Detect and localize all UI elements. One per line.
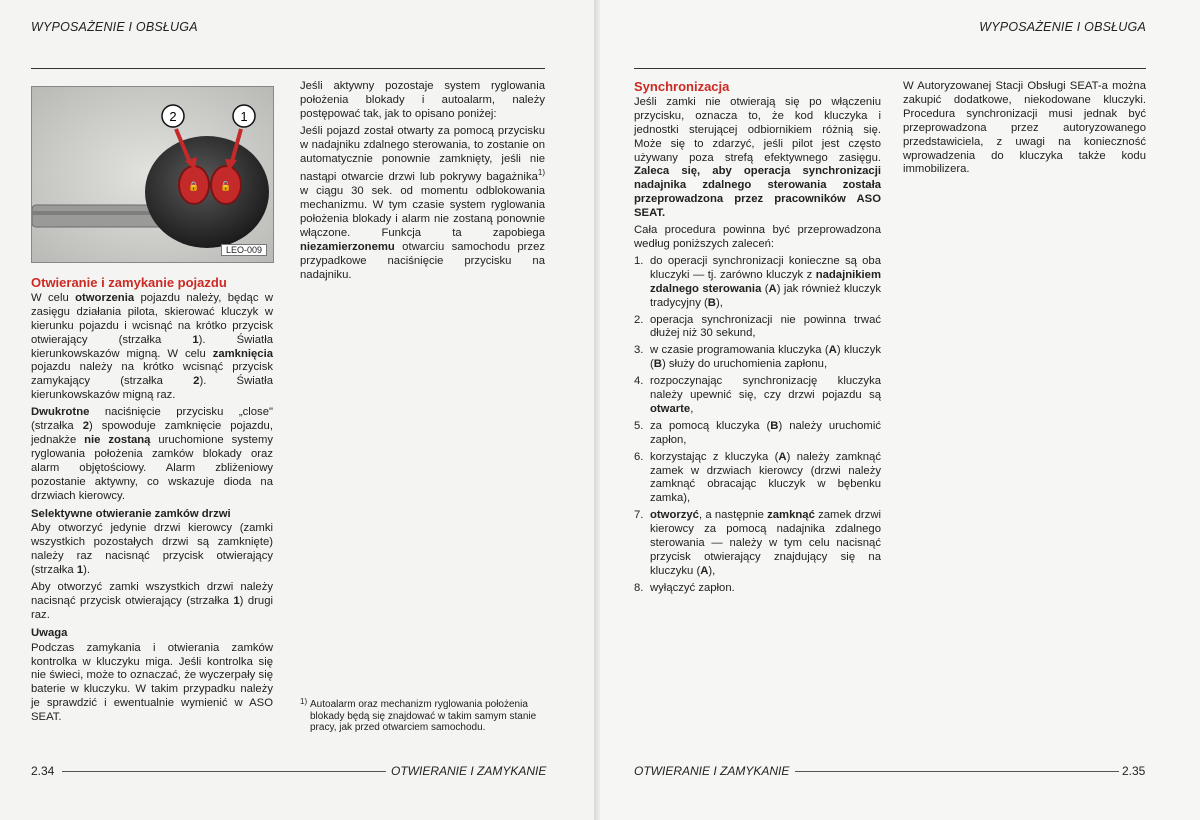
subtitle-selective-opening: Selektywne otwieranie zamków drzwi <box>31 507 231 520</box>
right-column-2 <box>903 80 1146 180</box>
section-title-synchronization: Synchronizacja <box>634 79 730 94</box>
footnote-mark: 1) <box>300 697 308 706</box>
right-page <box>600 0 1200 820</box>
paragraph-double-press: Dwukrotne naciśnięcie przycisku „close" (strzałka 2) spowoduje zamknięcie pojazdu, jednakże nie zostaną uruchomione systemy ryglowania położenia zamków blokady oraz alarm objętościowy. Alarm zbliżeniowy pozostanie aktywny, co wskazuje dioda na drzwiach kierowcy. <box>31 406 273 502</box>
paragraph-procedure: Cała procedura powinna być przeprowadzona według poniższych zaleceń: <box>634 224 881 250</box>
paragraph-all-doors: Aby otworzyć zamki wszystkich drzwi należy nacisnąć przycisk otwierający (strzałka 1) drugi raz. <box>31 581 273 621</box>
footer-rule-right <box>795 771 1119 772</box>
paragraph-driver-door: Aby otworzyć jedynie drzwi kierowcy (zamki wszystkich pozostałych drzwi są zamknięte) należy raz nacisnąć przycisk otwierający (strzałka 1). <box>31 522 273 577</box>
list-item: 4. rozpoczynając synchronizację kluczyka należy upewnić się, czy drzwi pojazdu są otwarte, <box>634 375 881 415</box>
paragraph-sync-intro: Jeśli zamki nie otwierają się po włączeniu przycisku, oznacza to, że kod kluczyka i jednostki sterującej odbiornikiem różnią się. Może się to zdarzyć, jeśli pilot jest często używany poza strefą efektywnego zasięgu. Zaleca się, aby operacja synchronizacji nadajnika zdalnego sterowania została przeprowadzona przez pracowników ASO SEAT. <box>634 95 881 220</box>
footer-rule-left <box>62 771 386 772</box>
list-item: 8. wyłączyć zapłon. <box>634 581 735 594</box>
left-column-2 <box>300 80 545 285</box>
section-title-opening: Otwieranie i zamykanie pojazdu <box>31 275 227 290</box>
paragraph-lock-system: Jeśli aktywny pozostaje system ryglowania położenia blokady i autoalarm, należy postępować tak, jak to opisano poniżej: <box>300 80 545 120</box>
paragraph-opening: W celu otworzenia pojazdu należy, będąc w zasięgu działania pilota, skierować kluczyk w kierunku pojazdu i wcisnąć na krótko przycisk otwierający (strzałka 1). Światła kierunkowskazów migną. W celu zamknięcia pojazdu należy na krótko wcisnąć przycisk zamykający (strzałka 2). Światła kierunkowskazów migną raz. <box>31 291 273 402</box>
running-header-left: WYPOSAŻENIE I OBSŁUGA <box>31 20 198 34</box>
header-rule-right <box>634 68 1146 69</box>
right-column-1 <box>634 80 881 599</box>
page-number-left: 2.34 <box>31 764 55 778</box>
list-item: 6. korzystając z kluczyka (A) należy zamknąć zamek w drzwiach kierowcy (drzwi należy zamknąć obracając kluczyk w bębenku zamka), <box>634 450 881 505</box>
paragraph-extra-keys: W Autoryzowanej Stacji Obsługi SEAT-a można zakupić dodatkowe, niekodowane kluczyki. Procedura synchronizacji musi jednak być przeprowadzona przez autoryzowanego przedstawiciela, z uwagi na konieczność wprowadzenia do kluczyka także kodu immobilizera. <box>903 80 1146 176</box>
callout-2: 2 <box>169 109 177 124</box>
footnote-text: Autoalarm oraz mechanizm ryglowania położenia blokady będą się znajdować w takim samym stanie pracy, jak przed otwarciem samochodu. <box>310 699 537 733</box>
running-header-right: WYPOSAŻENIE I OBSŁUGA <box>979 20 1146 34</box>
list-item: 2. operacja synchronizacji nie powinna trwać dłużej niż 30 sekund, <box>634 313 881 340</box>
paragraph-auto-relock: Jeśli pojazd został otwarty za pomocą przycisku w nadajniku zdalnego sterowania, to zostanie on automatycznie ponownie zamknięty, jeśli nie nastąpi otwarcie drzwi lub pokrywy bagażnika$^{1)}$ w ciągu 30 sek. od momentu odblokowania mechanizmu. W tym czasie system ryglowania położenia blokady i alarm nie zostaną ponownie włączone. Funkcja ta zapobiega niezamierzonemu otwarciu samochodu przez przypadkowe naciśnięcie przycisku na nadajniku. <box>300 124 545 281</box>
svg-text:🔒: 🔒 <box>188 182 200 192</box>
footer-title-right: OTWIERANIE I ZAMYKANIE <box>634 764 790 778</box>
left-page <box>0 0 594 820</box>
callout-1: 1 <box>240 109 248 124</box>
list-item: 1. do operacji synchronizacji konieczne są oba kluczyki — tj. zarówno kluczyk z nadajnikiem zdalnego sterowania (A) jak również kluczyk tradycyjny (B), <box>634 254 881 309</box>
svg-text:🔓: 🔓 <box>220 182 232 192</box>
sync-steps-list <box>634 255 881 596</box>
list-item: 5. za pomocą kluczyka (B) należy uruchomić zapłon, <box>634 419 881 446</box>
figure-code-label: LEO-009 <box>221 244 267 256</box>
key-fob-illustration <box>32 87 273 262</box>
paragraph-battery-note: Podczas zamykania i otwierania zamków kontrolka w kluczyku miga. Jeśli kontrolka się nie świeci, może to oznaczać, że wyczerpały się baterie w kluczyku. W takim przypadku należy je sprawdzić i ewentualnie wymienić w ASO SEAT. <box>31 641 273 724</box>
subtitle-note: Uwaga <box>31 626 68 639</box>
footer-title-left: OTWIERANIE I ZAMYKANIE <box>391 764 547 778</box>
header-rule-left <box>31 68 545 69</box>
footnote <box>300 699 546 734</box>
left-column-1 <box>31 276 273 728</box>
key-fob-figure <box>31 86 274 263</box>
list-item: 3. w czasie programowania kluczyka (A) kluczyk (B) służy do uruchomienia zapłonu, <box>634 344 881 371</box>
page-number-right: 2.35 <box>1122 764 1146 778</box>
list-item: 7. otworzyć, a następnie zamknąć zamek drzwi kierowcy za pomocą nadajnika zdalnego sterowania — należy w tym celu nacisnąć przycisk otwierający znajdujący się na kluczyku (A), <box>634 509 881 577</box>
